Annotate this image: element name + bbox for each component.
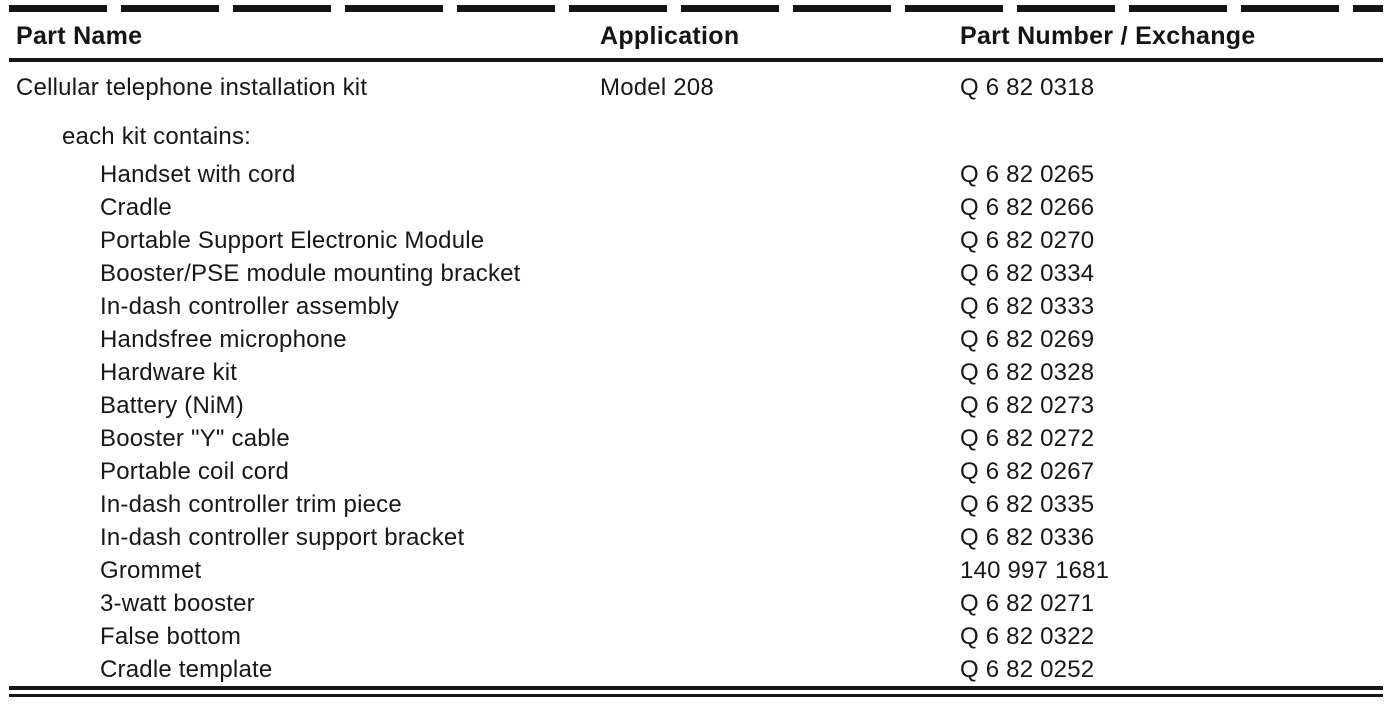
item-part-number: Q 6 82 0271 [960, 590, 1095, 617]
item-part-number: Q 6 82 0322 [960, 623, 1095, 650]
item-name: In-dash controller assembly [100, 293, 399, 320]
kit-part-number: Q 6 82 0318 [960, 74, 1095, 101]
item-part-number: Q 6 82 0272 [960, 425, 1095, 452]
item-name: Grommet [100, 557, 202, 584]
item-name: Cradle template [100, 656, 273, 683]
table-row [16, 422, 1376, 455]
kit-application: Model 208 [600, 74, 714, 101]
item-name: Cradle [100, 194, 172, 221]
table-row [16, 521, 1376, 554]
table-row [16, 587, 1376, 620]
item-part-number: Q 6 82 0334 [960, 260, 1095, 287]
item-part-number: Q 6 82 0265 [960, 161, 1095, 188]
bottom-rule [9, 686, 1383, 697]
column-header-part-name: Part Name [16, 22, 143, 50]
item-name: False bottom [100, 623, 242, 650]
table-row [16, 488, 1376, 521]
table-row [16, 224, 1376, 257]
table-row [16, 323, 1376, 356]
item-part-number: Q 6 82 0270 [960, 227, 1095, 254]
item-name: Portable Support Electronic Module [100, 227, 485, 254]
kit-row [16, 74, 1376, 102]
item-part-number: Q 6 82 0252 [960, 656, 1095, 683]
item-part-number: Q 6 82 0336 [960, 524, 1095, 551]
item-part-number: Q 6 82 0328 [960, 359, 1095, 386]
item-name: Handsfree microphone [100, 326, 347, 353]
table-row [16, 455, 1376, 488]
table-row [16, 554, 1376, 587]
kit-contains-label: each kit contains: [62, 123, 252, 150]
table-row [16, 191, 1376, 224]
table-row [16, 290, 1376, 323]
table-row [16, 158, 1376, 191]
item-name: In-dash controller trim piece [100, 491, 402, 518]
table-row [16, 389, 1376, 422]
item-name: Hardware kit [100, 359, 238, 386]
table-row [16, 620, 1376, 653]
item-name: 3-watt booster [100, 590, 255, 617]
item-part-number: Q 6 82 0333 [960, 293, 1095, 320]
top-rule [9, 5, 1383, 12]
table-row [16, 653, 1376, 686]
item-name: Battery (NiM) [100, 392, 244, 419]
item-name: In-dash controller support bracket [100, 524, 465, 551]
item-name: Booster "Y" cable [100, 425, 290, 452]
table-row [16, 356, 1376, 389]
kit-part-name: Cellular telephone installation kit [16, 74, 368, 101]
item-part-number: Q 6 82 0266 [960, 194, 1095, 221]
item-name: Booster/PSE module mounting bracket [100, 260, 521, 287]
item-part-number: Q 6 82 0269 [960, 326, 1095, 353]
item-part-number: 140 997 1681 [960, 557, 1110, 584]
kit-items-list [16, 158, 1376, 686]
item-part-number: Q 6 82 0267 [960, 458, 1095, 485]
header-divider-rule [9, 58, 1383, 62]
column-header-application: Application [600, 22, 740, 50]
item-name: Handset with cord [100, 161, 296, 188]
table-header-row [16, 22, 1376, 51]
item-part-number: Q 6 82 0273 [960, 392, 1095, 419]
column-header-part-number: Part Number / Exchange [960, 22, 1256, 50]
table-row [16, 257, 1376, 290]
item-name: Portable coil cord [100, 458, 290, 485]
item-part-number: Q 6 82 0335 [960, 491, 1095, 518]
